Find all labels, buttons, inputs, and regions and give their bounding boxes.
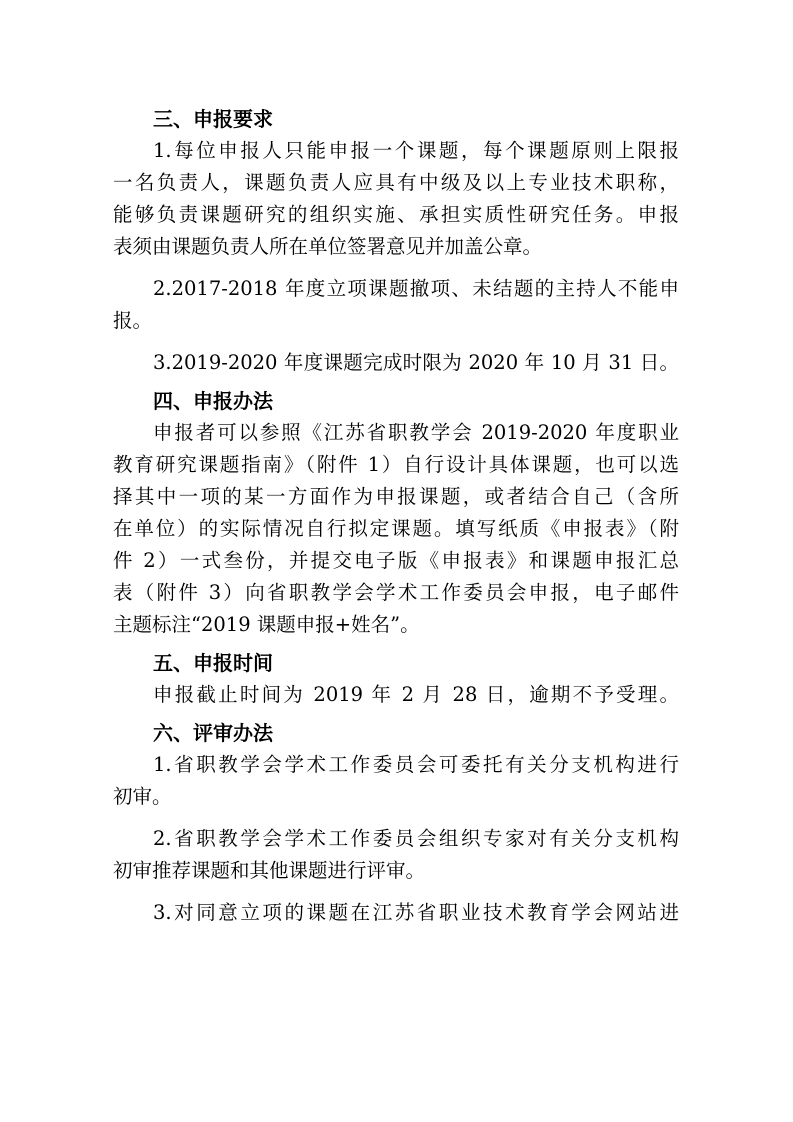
text-line: 申报截止时间为 2019 年 2 月 28 日，逾期不予受理。 <box>153 683 679 706</box>
section-heading: 四、申报办法 <box>153 389 273 413</box>
text-line: 在单位）的实际情况自行拟定课题。填写纸质《申报表》（附 <box>113 517 679 540</box>
text-line: 初审推荐课题和其他课题进行评审。 <box>113 859 426 882</box>
paragraph <box>113 679 679 711</box>
text-line: 初审。 <box>113 785 172 808</box>
paragraph <box>113 135 679 263</box>
section-heading: 三、申报要求 <box>153 107 273 131</box>
paragraph <box>113 749 679 813</box>
text-line: 3.2019-2020 年度课题完成时限为 2020 年 10 月 31 日。 <box>153 351 679 374</box>
text-line: 申报者可以参照《江苏省职教学会 2019-2020 年度职业 <box>153 421 679 444</box>
text-line: 1.每位申报人只能申报一个课题，每个课题原则上限报 <box>153 139 679 162</box>
text-line: 2.省职教学会学术工作委员会组织专家对有关分支机构 <box>153 827 679 850</box>
paragraph <box>113 347 679 379</box>
text-line: 表（附件 3）向省职教学会学术工作委员会申报，电子邮件 <box>113 581 679 604</box>
text-line: 报。 <box>113 309 153 332</box>
text-line: 1.省职教学会学术工作委员会可委托有关分支机构进行 <box>153 753 679 776</box>
paragraph <box>113 897 679 929</box>
text-line: 2.2017-2018 年度立项课题撤项、未结题的主持人不能申 <box>153 277 679 300</box>
section-heading: 六、评审办法 <box>153 721 273 745</box>
text-line: 择其中一项的某一方面作为申报课题，或者结合自己（含所 <box>113 485 679 508</box>
section-heading: 五、申报时间 <box>153 651 273 675</box>
paragraph <box>113 417 679 641</box>
text-line: 主题标注“2019 课题申报+姓名”。 <box>113 613 420 636</box>
document-body <box>113 103 679 935</box>
text-line: 教育研究课题指南》（附件 1）自行设计具体课题，也可以选 <box>113 453 679 476</box>
paragraph <box>113 273 679 337</box>
text-line: 表须由课题负责人所在单位签署意见并加盖公章。 <box>113 235 543 258</box>
text-line: 能够负责课题研究的组织实施、承担实质性研究任务。申报 <box>113 203 679 226</box>
text-line: 件 2）一式叁份，并提交电子版《申报表》和课题申报汇总 <box>113 549 679 572</box>
text-line: 3.对同意立项的课题在江苏省职业技术教育学会网站进 <box>153 901 679 924</box>
paragraph <box>113 823 679 887</box>
text-line: 一名负责人，课题负责人应具有中级及以上专业技术职称， <box>113 171 679 194</box>
